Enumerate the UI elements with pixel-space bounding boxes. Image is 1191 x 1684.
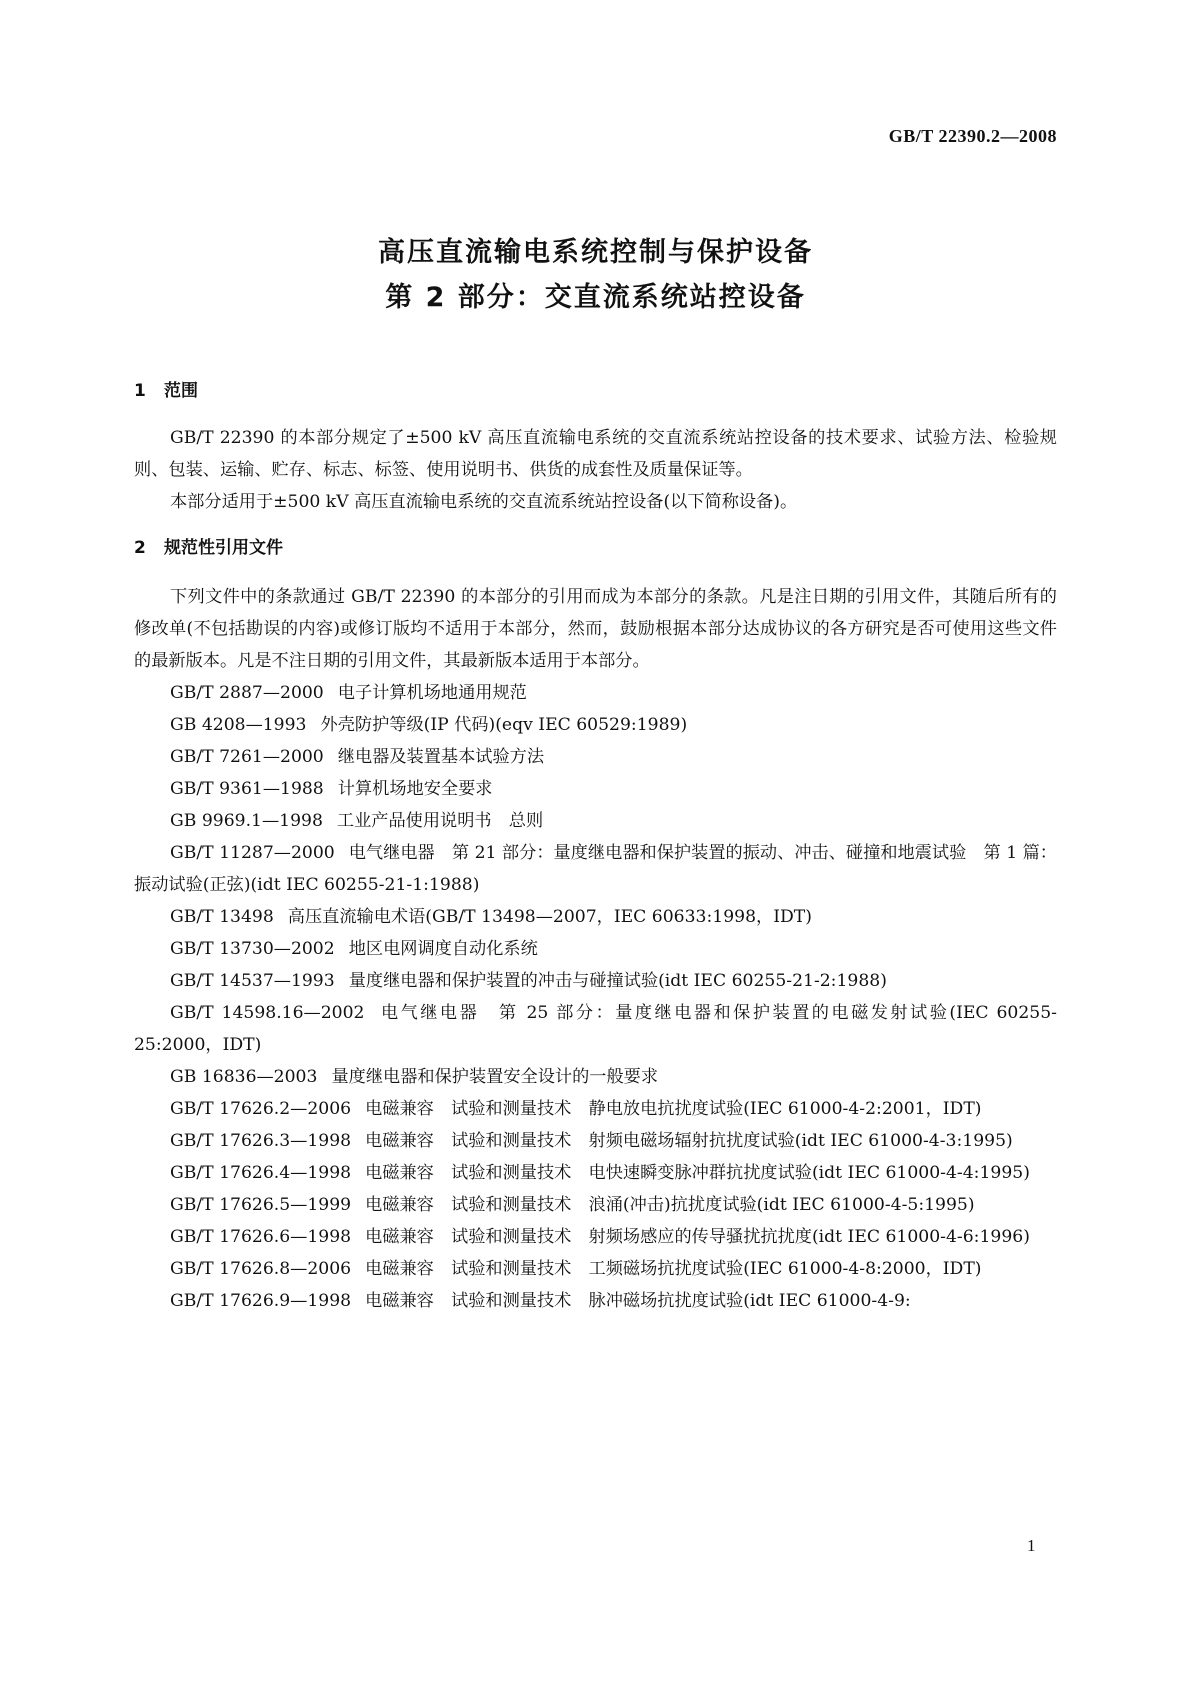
reference-item <box>134 1157 1057 1189</box>
reference-code: GB 9969.1—1998 <box>170 811 323 831</box>
reference-code: GB/T 11287—2000 <box>170 843 335 863</box>
section-2-heading <box>134 532 1057 564</box>
reference-item <box>134 805 1057 837</box>
reference-code: GB/T 13498 <box>170 907 274 927</box>
reference-title: 继电器及装置基本试验方法 <box>337 747 545 767</box>
reference-code: GB/T 17626.5—1999 <box>170 1195 352 1215</box>
reference-title: 高压直流输电术语(GB/T 13498—2007，IEC 60633:1998，IDT) <box>287 907 812 927</box>
reference-item <box>134 1061 1057 1093</box>
reference-title: 电气继电器 第 21 部分：量度继电器和保护装置的振动、冲击、碰撞和地震试验 第 1 篇：振动试验(正弦)(idt IEC 60255-21-1:1988) <box>134 843 1057 895</box>
reference-item <box>134 1221 1057 1253</box>
reference-title: 电磁兼容 试验和测量技术 工频磁场抗扰度试验(IEC 61000-4-8:2000，IDT) <box>365 1259 982 1279</box>
references-intro: 下列文件中的条款通过 GB/T 22390 的本部分的引用而成为本部分的条款。凡是注日期的引用文件，其随后所有的修改单(不包括勘误的内容)或修订版均不适用于本部分，然而，鼓励根据本部分达成协议的各方研究是否可使用这些文件的最新版本。凡是不注日期的引用文件，其最新版本适用于本部分。 <box>134 587 1057 671</box>
reference-code: GB/T 17626.6—1998 <box>170 1227 352 1247</box>
reference-list <box>134 677 1057 1317</box>
reference-title: 电气继电器 第 25 部分：量度继电器和保护装置的电磁发射试验(IEC 60255-25:2000，IDT) <box>134 1003 1057 1055</box>
reference-title: 电磁兼容 试验和测量技术 射频场感应的传导骚扰抗扰度(idt IEC 61000-4-6:1996) <box>365 1227 1030 1247</box>
reference-code: GB/T 9361—1988 <box>170 779 324 799</box>
reference-code: GB/T 17626.2—2006 <box>170 1099 352 1119</box>
reference-item <box>134 965 1057 997</box>
reference-code: GB/T 7261—2000 <box>170 747 324 767</box>
reference-item <box>134 1125 1057 1157</box>
scope-paragraph: 本部分适用于±500 kV 高压直流输电系统的交直流系统站控设备(以下简称设备)。 <box>170 492 798 512</box>
reference-code: GB 4208—1993 <box>170 715 307 735</box>
reference-code: GB/T 17626.8—2006 <box>170 1259 352 1279</box>
reference-title: 电磁兼容 试验和测量技术 电快速瞬变脉冲群抗扰度试验(idt IEC 61000-4-4:1995) <box>365 1163 1030 1183</box>
reference-title: 外壳防护等级(IP 代码)(eqv IEC 60529:1989) <box>320 715 688 735</box>
reference-title: 电磁兼容 试验和测量技术 静电放电抗扰度试验(IEC 61000-4-2:2001，IDT) <box>365 1099 982 1119</box>
reference-item <box>134 837 1057 901</box>
reference-title: 电磁兼容 试验和测量技术 脉冲磁场抗扰度试验(idt IEC 61000-4-9: <box>365 1291 911 1311</box>
scope-paragraph: GB/T 22390 的本部分规定了±500 kV 高压直流输电系统的交直流系统站控设备的技术要求、试验方法、检验规则、包装、运输、贮存、标志、标签、使用说明书、供货的成套性及质量保证等。 <box>134 428 1057 480</box>
reference-item <box>134 709 1057 741</box>
reference-item <box>134 1093 1057 1125</box>
reference-item <box>134 933 1057 965</box>
reference-code: GB/T 17626.4—1998 <box>170 1163 352 1183</box>
reference-item <box>134 1253 1057 1285</box>
reference-item <box>134 773 1057 805</box>
reference-code: GB/T 17626.9—1998 <box>170 1291 352 1311</box>
reference-code: GB 16836—2003 <box>170 1067 318 1087</box>
reference-item <box>134 741 1057 773</box>
reference-code: GB/T 13730—2002 <box>170 939 335 959</box>
section-number: 2 <box>134 538 146 558</box>
reference-title: 计算机场地安全要求 <box>337 779 493 799</box>
reference-code: GB/T 17626.3—1998 <box>170 1131 352 1151</box>
reference-title: 工业产品使用说明书 总则 <box>336 811 544 831</box>
reference-code: GB/T 2887—2000 <box>170 683 324 703</box>
page-number: 1 <box>1027 1536 1036 1555</box>
reference-title: 电子计算机场地通用规范 <box>337 683 527 703</box>
section-title: 范围 <box>164 381 198 401</box>
section-1-heading <box>134 375 1057 407</box>
document-title-line2: 第 2 部分：交直流系统站控设备 <box>385 282 806 313</box>
reference-item <box>134 901 1057 933</box>
reference-title: 量度继电器和保护装置安全设计的一般要求 <box>331 1067 659 1087</box>
reference-code: GB/T 14537—1993 <box>170 971 335 991</box>
section-title: 规范性引用文件 <box>164 538 283 558</box>
reference-title: 电磁兼容 试验和测量技术 射频电磁场辐射抗扰度试验(idt IEC 61000-4-3:1995) <box>365 1131 1013 1151</box>
reference-item <box>134 997 1057 1061</box>
document-title-line1: 高压直流输电系统控制与保护设备 <box>378 237 813 268</box>
reference-item <box>134 677 1057 709</box>
document-body <box>134 375 1057 1317</box>
section-number: 1 <box>134 381 146 401</box>
reference-title: 量度继电器和保护装置的冲击与碰撞试验(idt IEC 60255-21-2:1988) <box>348 971 887 991</box>
reference-title: 地区电网调度自动化系统 <box>348 939 538 959</box>
standard-code: GB/T 22390.2—2008 <box>888 126 1057 146</box>
reference-code: GB/T 14598.16—2002 <box>170 1003 365 1023</box>
reference-item <box>134 1189 1057 1221</box>
reference-title: 电磁兼容 试验和测量技术 浪涌(冲击)抗扰度试验(idt IEC 61000-4-5:1995) <box>365 1195 975 1215</box>
reference-item <box>134 1285 1057 1317</box>
